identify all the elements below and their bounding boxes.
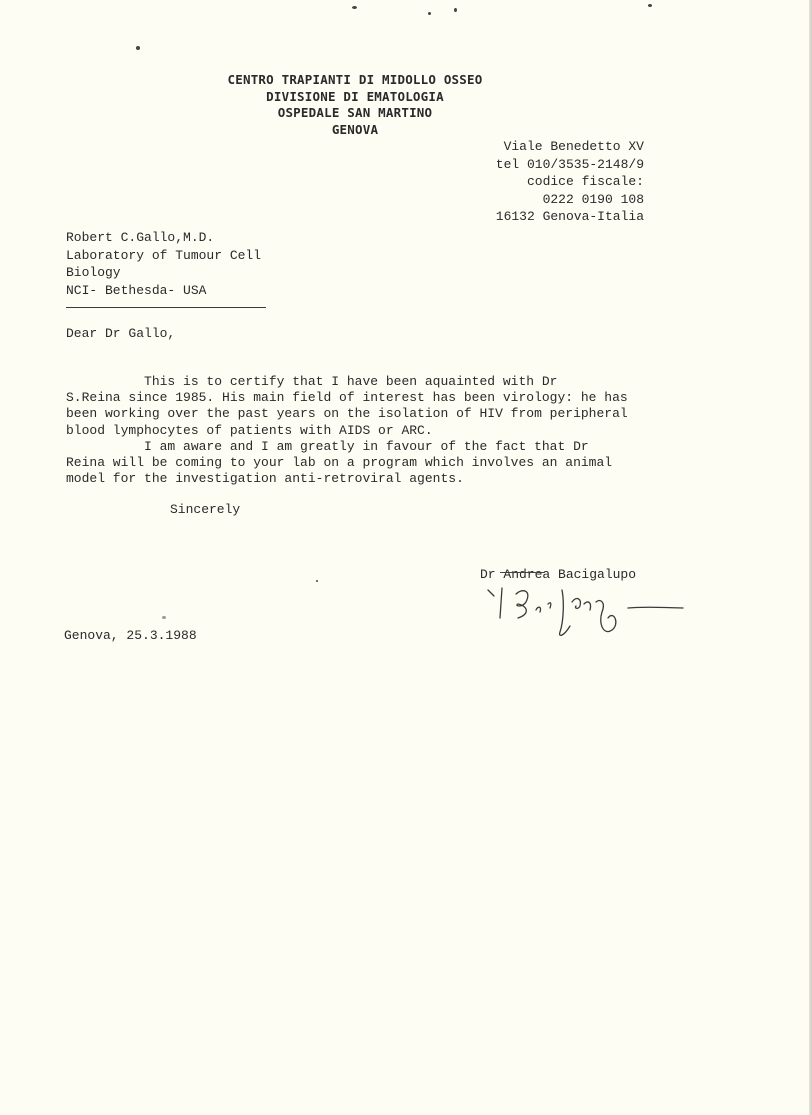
signer-name: Dr Andrea Bacigalupo	[480, 567, 637, 582]
scan-speck	[648, 4, 652, 7]
letterhead-line: CENTRO TRAPIANTI DI MIDOLLO OSSEO	[227, 72, 483, 87]
body-line: been working over the past years on the isolation of HIV from peripheral	[66, 406, 628, 422]
closing: Sincerely	[170, 502, 241, 517]
recipient-line: NCI- Bethesda- USA	[66, 282, 207, 298]
address-line: 0222 0190 108	[542, 191, 644, 207]
letterhead	[200, 72, 510, 138]
address-line: tel 010/3535-2148/9	[495, 156, 644, 172]
scan-speck	[136, 46, 140, 50]
address-line: codice fiscale:	[526, 174, 644, 189]
recipient-line: Laboratory of Tumour Cell	[66, 247, 262, 263]
salutation: Dear Dr Gallo,	[66, 326, 176, 341]
sender-address	[488, 138, 644, 226]
scan-speck	[454, 8, 457, 12]
recipient-line: Biology	[66, 265, 121, 280]
handwritten-signature	[478, 580, 693, 642]
address-line: Viale Benedetto XV	[503, 139, 644, 154]
body-line: Reina will be coming to your lab on a program which involves an animal	[66, 455, 613, 471]
address-line: 16132 Genova-Italia	[495, 209, 644, 224]
body-line: model for the investigation anti-retroviral agents.	[66, 471, 464, 487]
letterhead-line: OSPEDALE SAN MARTINO	[277, 105, 433, 120]
place-and-date: Genova, 25.3.1988	[64, 628, 197, 643]
body-line: This is to certify that I have been aquainted with Dr	[66, 374, 558, 389]
recipient-underline	[66, 307, 266, 308]
scan-speck	[352, 6, 357, 9]
recipient-line: Robert C.Gallo,M.D.	[66, 230, 215, 245]
letterhead-line: GENOVA	[331, 121, 379, 137]
recipient-block	[66, 229, 261, 299]
letter-body	[66, 374, 646, 487]
scan-speck	[428, 12, 431, 15]
letterhead-line: DIVISIONE DI EMATOLOGIA	[266, 88, 444, 104]
signer-strikeout	[500, 572, 545, 573]
body-line: blood lymphocytes of patients with AIDS or ARC.	[66, 422, 433, 438]
scan-speck	[316, 580, 318, 582]
body-line: S.Reina since 1985. His main field of interest has been virology: he has	[66, 390, 628, 406]
body-line: I am aware and I am greatly in favour of the fact that Dr	[66, 438, 589, 454]
scan-speck	[162, 616, 166, 619]
